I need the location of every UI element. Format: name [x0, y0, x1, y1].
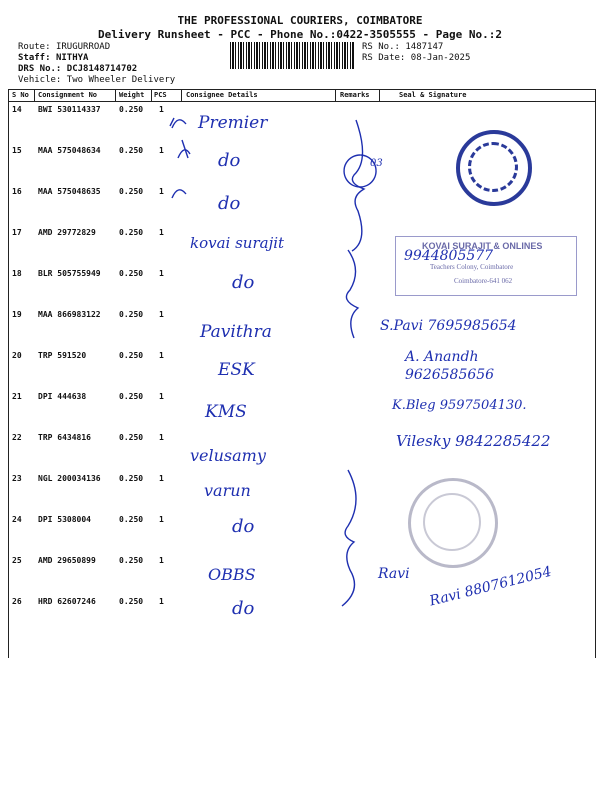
barcode	[230, 42, 354, 69]
col-consignee: Consignee Details	[186, 91, 258, 99]
cell-weight: 0.250	[119, 269, 144, 278]
hand-consignee-17: kovai surajit	[190, 234, 285, 252]
cell-sno: 24	[12, 515, 22, 524]
cell-pcs: 1	[159, 474, 164, 483]
cell-weight: 0.250	[119, 597, 144, 606]
route-line	[18, 42, 110, 52]
cell-sno: 25	[12, 556, 22, 565]
cell-pcs: 1	[159, 556, 164, 565]
sign-17: 9944805577	[404, 248, 494, 264]
hand-consignee-23: varun	[204, 481, 251, 500]
hand-consignee-15: do	[218, 150, 241, 171]
rs-date-line	[362, 53, 470, 63]
cell-pcs: 1	[159, 269, 164, 278]
cell-weight: 0.250	[119, 146, 144, 155]
cell-consignment: AMD 29650899	[38, 556, 96, 565]
cell-weight: 0.250	[119, 515, 144, 524]
hand-consignee-25: OBBS	[208, 565, 256, 584]
cell-weight: 0.250	[119, 187, 144, 196]
cell-consignment: DPI 5308004	[38, 515, 91, 524]
col-seal: Seal & Signature	[399, 91, 467, 99]
drs-line	[18, 64, 137, 74]
cell-consignment: MAA 575048635	[38, 187, 101, 196]
col-sno: S No	[12, 91, 29, 99]
cell-consignment: MAA 575048634	[38, 146, 101, 155]
cell-pcs: 1	[159, 310, 164, 319]
cell-consignment: MAA 866983122	[38, 310, 101, 319]
cell-weight: 0.250	[119, 392, 144, 401]
sign-19: S.Pavi 7695985654	[380, 318, 517, 334]
rs-no-line	[362, 42, 443, 52]
route-value: IRUGURROAD	[55, 42, 111, 52]
cell-weight: 0.250	[119, 351, 144, 360]
cell-consignment: BWI 530114337	[38, 105, 101, 114]
cell-consignment: DPI 444638	[38, 392, 87, 401]
staff-value: NITHYA	[55, 53, 89, 63]
cell-consignment: TRP 591520	[38, 351, 87, 360]
hand-consignee-14: Premier	[198, 113, 268, 133]
sign-21: K.Bleg 9597504130.	[392, 398, 527, 413]
cell-sno: 19	[12, 310, 22, 319]
hand-consignee-26: do	[232, 598, 255, 619]
cell-weight: 0.250	[119, 474, 144, 483]
faded-round-stamp	[408, 478, 498, 568]
drs-value: DCJ8148714702	[66, 64, 138, 74]
staff-label: Staff:	[18, 53, 51, 63]
cell-weight: 0.250	[119, 105, 144, 114]
cell-weight: 0.250	[119, 228, 144, 237]
hand-consignee-16: do	[218, 193, 241, 214]
stamp-name: KOVAI SURAJIT & ONLINES	[422, 241, 543, 251]
vehicle-line	[18, 75, 175, 85]
cell-pcs: 1	[159, 433, 164, 442]
cell-sno: 17	[12, 228, 22, 237]
cell-pcs: 1	[159, 146, 164, 155]
col-weight: Weight	[119, 91, 145, 99]
sign-20: A. Anandh 9626585656	[405, 349, 495, 383]
col-pcs: PCS	[154, 91, 167, 99]
cell-consignment: NGL 200034136	[38, 474, 101, 483]
sign-25: Ravi	[378, 566, 410, 582]
col-remarks: Remarks	[340, 91, 370, 99]
cell-consignment: BLR 505755949	[38, 269, 101, 278]
remark-15: 03	[370, 158, 383, 169]
hand-consignee-21: KMS	[205, 402, 247, 422]
cell-sno: 22	[12, 433, 22, 442]
cell-consignment: TRP 6434816	[38, 433, 91, 442]
cell-pcs: 1	[159, 187, 164, 196]
hand-consignee-20: ESK	[218, 360, 255, 380]
runsheet-subtitle: Delivery Runsheet - PCC - Phone No.:0422-3505555 - Page No.:2	[98, 28, 502, 41]
rectangular-stamp	[395, 236, 577, 296]
route-label: Route:	[18, 42, 51, 52]
stamp-city: Coimbatore-641 062	[454, 277, 513, 285]
cell-sno: 14	[12, 105, 22, 114]
cell-sno: 26	[12, 597, 22, 606]
cell-weight: 0.250	[119, 433, 144, 442]
cell-sno: 20	[12, 351, 22, 360]
cell-pcs: 1	[159, 392, 164, 401]
cell-weight: 0.250	[119, 310, 144, 319]
cell-consignment: AMD 29772829	[38, 228, 96, 237]
cell-sno: 21	[12, 392, 22, 401]
company-title: THE PROFESSIONAL COURIERS, COIMBATORE	[177, 14, 423, 27]
hand-consignee-24: do	[232, 516, 255, 537]
cell-sno: 23	[12, 474, 22, 483]
stamp-address: Teachers Colony, Coimbatore	[430, 263, 514, 271]
sign-26: Ravi 8807612054	[428, 563, 554, 610]
hand-consignee-22: velusamy	[190, 446, 266, 465]
cell-weight: 0.250	[119, 556, 144, 565]
rs-no-value: 1487147	[405, 42, 444, 52]
cell-pcs: 1	[159, 351, 164, 360]
rs-date-label: RS Date:	[362, 53, 406, 63]
hand-consignee-18: do	[232, 272, 255, 293]
rs-no-label: RS No.:	[362, 42, 400, 52]
drs-label: DRS No.:	[18, 64, 62, 74]
vehicle-value: Two Wheeler Delivery	[66, 75, 176, 85]
handwritten-marks	[160, 110, 400, 640]
cell-consignment: HRD 62607246	[38, 597, 96, 606]
cell-pcs: 1	[159, 597, 164, 606]
cell-pcs: 1	[159, 228, 164, 237]
rs-date-value: 08-Jan-2025	[410, 53, 471, 63]
cell-pcs: 1	[159, 105, 164, 114]
cell-sno: 16	[12, 187, 22, 196]
cell-pcs: 1	[159, 515, 164, 524]
round-seal-stamp	[456, 130, 532, 206]
sign-22: Vilesky 9842285422	[396, 432, 551, 450]
cell-sno: 15	[12, 146, 22, 155]
vehicle-label: Vehicle:	[18, 75, 62, 85]
hand-consignee-19: Pavithra	[200, 322, 272, 342]
col-consignment: Consignment No	[38, 91, 98, 99]
staff-line	[18, 53, 88, 63]
cell-sno: 18	[12, 269, 22, 278]
